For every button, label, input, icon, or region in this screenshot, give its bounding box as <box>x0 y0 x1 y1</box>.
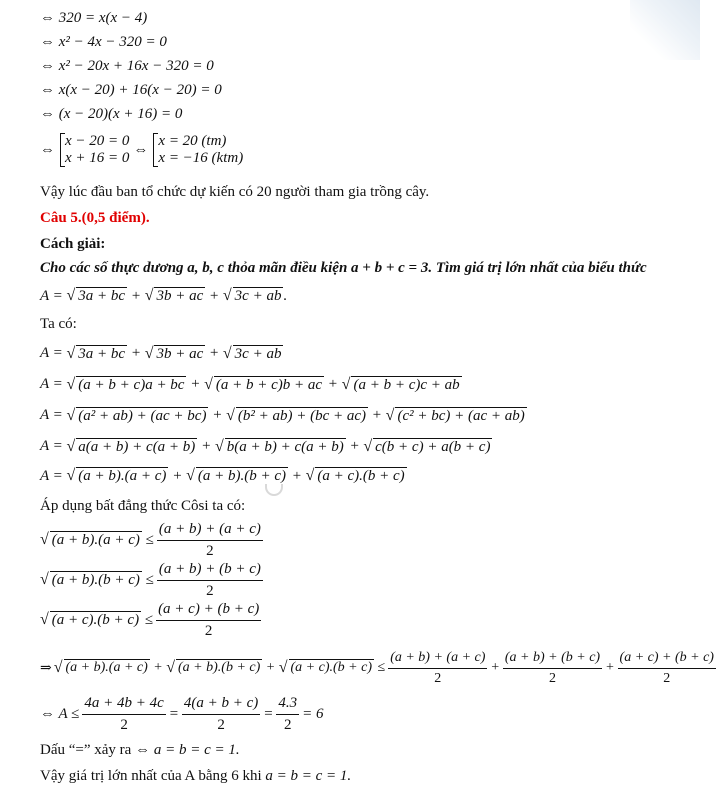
conclusion-text: Vậy lúc đầu ban tổ chức dự kiến có 20 người tham gia trồng cây. <box>40 184 430 200</box>
step-line: ⇔ x² − 20x + 16x − 320 = 0 <box>40 57 214 74</box>
problem-statement: Cho các số thực dương a, b, c thỏa mãn điều kiện a + b + c = 3. Tìm giá trị lớn nhất của biểu thức <box>40 260 647 276</box>
final-conclusion: Vậy giá trị lớn nhất của A bằng 6 khi a = b = c = 1. <box>40 768 352 784</box>
solution-label: Cách giải: <box>40 236 106 252</box>
a-line: A = √ a(a + b) + c(a + b) + √ b(a + b) + c(a + b) + √ c(b + c) + a(b + c) <box>40 437 491 455</box>
ta-co-label: Ta có: <box>40 316 77 332</box>
cosi-inequalities <box>40 520 660 640</box>
a-derivation <box>40 338 660 490</box>
question-title: Câu 5.(0,5 điểm). <box>40 210 150 226</box>
step-line: ⇔ x² − 4x − 320 = 0 <box>40 33 167 50</box>
a-line: A = √ 3a + bc + √ 3b + ac + √ 3c + ab <box>40 344 282 362</box>
case-system: ⇔ x − 20 = 0 x + 16 = 0 ⇔ x = 20 (tm) x = −16 (ktm) <box>40 133 244 166</box>
equality-condition: Dấu “=” xảy ra ⇔ a = b = c = 1. <box>40 742 240 758</box>
expression-a: A = √ 3a + bc + √ 3b + ac + √ 3c + ab . <box>40 287 288 304</box>
a-line: A = √ (a + b).(a + c) + √ (a + b).(b + c) + √ (a + c).(b + c) <box>40 467 405 484</box>
step-line: ⇔ 320 = x(x − 4) <box>40 9 148 26</box>
equation-steps <box>40 6 660 126</box>
cosi-line: √ (a + b).(b + c) ≤ $\frac{(a + b) + (b + c)}{2}$ <box>40 560 261 599</box>
a-line: A = √ (a + b + c)a + bc + √ (a + b + c)b + ac + √ (a + b + c)c + ab <box>40 375 460 393</box>
a-line: A = √ (a² + ab) + (ac + bc) + √ (b² + ab) + (bc + ac) + √ (c² + bc) + (ac + ab) <box>40 406 525 424</box>
cosi-line: √ (a + c).(b + c) ≤ $\frac{(a + c) + (b + c)}{2}$ <box>40 600 260 639</box>
cosi-text: Áp dụng bất đẳng thức Côsi ta có: <box>40 498 246 514</box>
step-line: ⇔ x(x − 20) + 16(x − 20) = 0 <box>40 81 222 98</box>
document-page <box>40 6 714 786</box>
case-bracket-right: x = 20 (tm) x = −16 (ktm) <box>153 133 243 167</box>
cosi-line: √ (a + b).(a + c) ≤ $\frac{(a + b) + (a + c)}{2}$ <box>40 520 261 559</box>
step-line: ⇔ (x − 20)(x + 16) = 0 <box>40 105 183 122</box>
case-bracket-left: x − 20 = 0 x + 16 = 0 <box>60 133 129 167</box>
final-bound: ⇔ A ≤ $\frac{4a + 4b + 4c}{2}$ = $\frac{4(a + b + c)}{2}$ = $\frac{4.3}{2}$ = 6 <box>40 694 324 733</box>
sum-inequality: ⇒ √ (a + b).(a + c) + √ (a + b).(b + c) + √ (a + c).(b + c) ≤ $\frac{(a + b) + (a + c)}{2}$ + $\frac{(a + b) + (b + c)}{2}$ + $\frac{(a + c) + (b + c)}{2}$ <box>40 649 714 686</box>
